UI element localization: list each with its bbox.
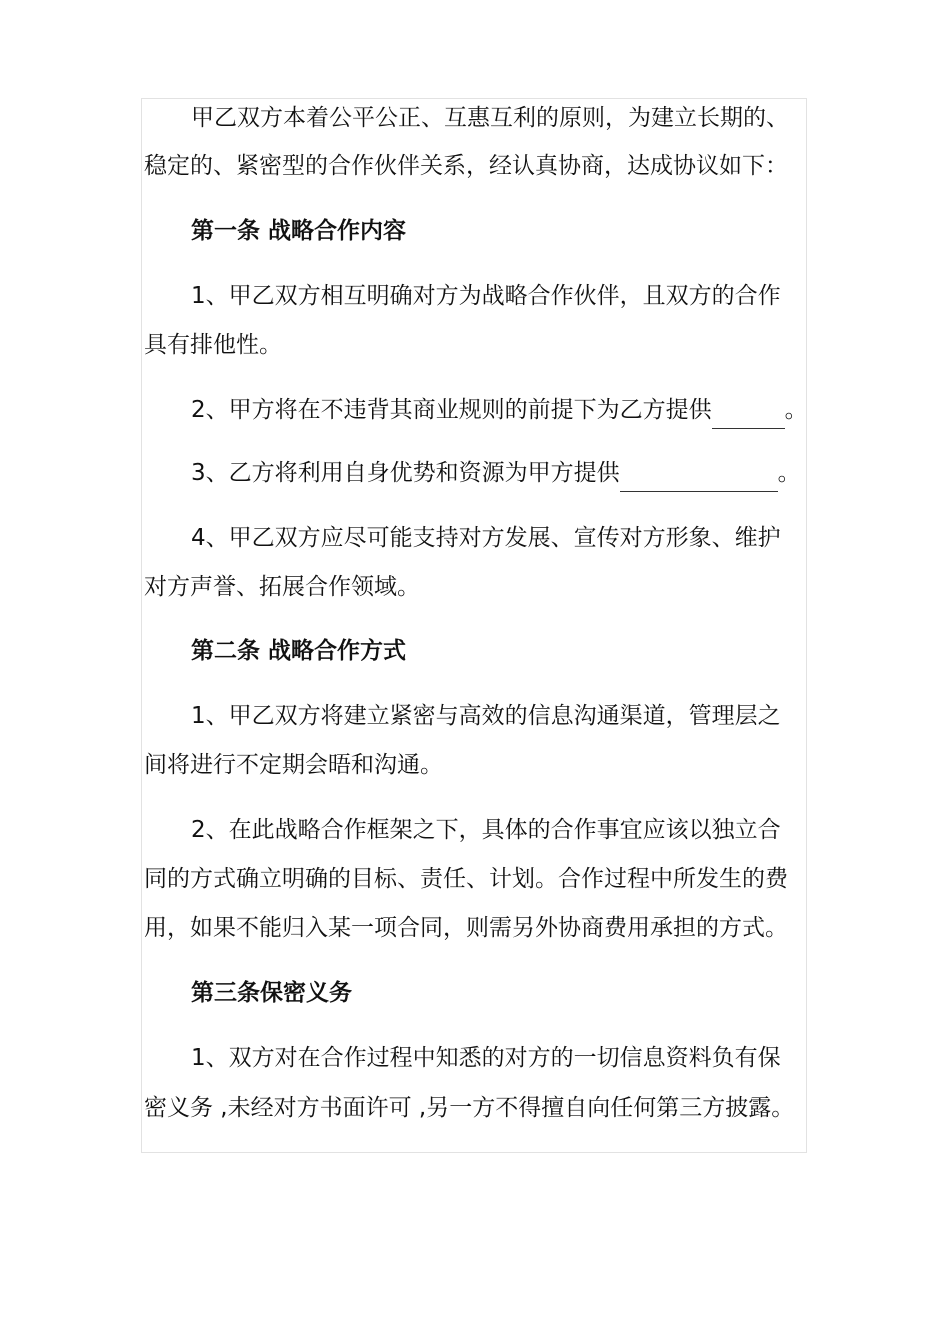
article2-item2-line-1: 2、在此战略合作框架之下，具体的合作事宜应该以独立合 xyxy=(191,817,781,843)
article2-item1-line-2: 间将进行不定期会晤和沟通。 xyxy=(144,752,443,778)
preamble-line-2: 稳定的、紧密型的合作伙伴关系，经认真协商，达成协议如下： xyxy=(144,153,788,179)
article3-item1-line-2: 密义务 ,未经对方书面许可 ,另一方不得擅自向任何第三方披露。 xyxy=(144,1095,795,1121)
article1-item2-text: 2、甲方将在不违背其商业规则的前提下为乙方提供 xyxy=(191,397,712,423)
article3-heading: 第三条保密义务 xyxy=(191,980,352,1006)
article2-item1-line-1: 1、甲乙双方将建立紧密与高效的信息沟通渠道，管理层之 xyxy=(191,703,781,729)
article1-item1-line-2: 具有排他性。 xyxy=(144,332,282,358)
article1-item4-line-2: 对方声誉、拓展合作领域。 xyxy=(144,574,420,600)
fill-in-blank[interactable] xyxy=(620,471,778,492)
article1-item3-end: 。 xyxy=(777,460,801,486)
article1-item2-end: 。 xyxy=(784,397,808,423)
article1-item4-line-1: 4、甲乙双方应尽可能支持对方发展、宣传对方形象、维护 xyxy=(191,525,781,551)
fill-in-blank[interactable] xyxy=(712,408,785,429)
article2-heading: 第二条 战略合作方式 xyxy=(191,638,407,664)
article1-item3-text: 3、乙方将利用自身优势和资源为甲方提供 xyxy=(191,460,620,486)
article1-item1-line-1: 1、甲乙双方相互明确对方为战略合作伙伴，且双方的合作 xyxy=(191,283,781,309)
article1-heading: 第一条 战略合作内容 xyxy=(191,218,407,244)
article1-item3 xyxy=(191,458,812,492)
article2-item2-line-2: 同的方式确立明确的目标、责任、计划。合作过程中所发生的费 xyxy=(144,866,788,892)
article1-item2 xyxy=(191,395,812,429)
article2-item2-line-3: 用，如果不能归入某一项合同，则需另外协商费用承担的方式。 xyxy=(144,915,788,941)
article3-item1-line-1: 1、双方对在合作过程中知悉的对方的一切信息资料负有保 xyxy=(191,1045,781,1071)
preamble-line-1: 甲乙双方本着公平公正、互惠互利的原则，为建立长期的、 xyxy=(191,105,789,131)
